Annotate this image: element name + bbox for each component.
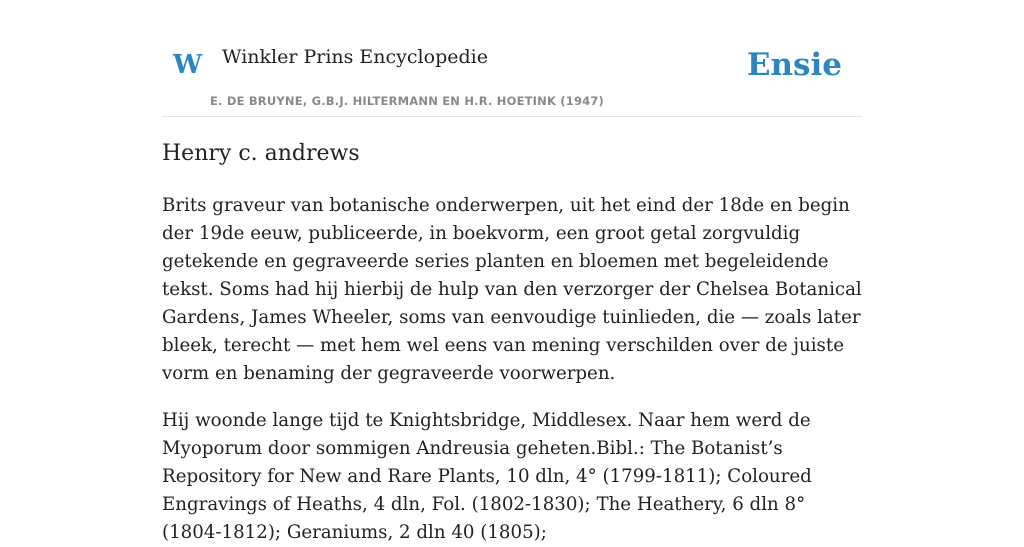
site-logo[interactable]: Ensie <box>746 47 842 83</box>
publication-title[interactable]: Winkler Prins Encyclopedie <box>222 46 488 68</box>
entry-paragraph: Brits graveur van botanische onderwerpen, uit het eind der 18de en begin der 19de eeuw, publiceerde, in boekvorm, een groot getal zorgvuldig getekende en gegraveerde series planten en bloemen met begeleidende tekst. Soms had hij hierbij de hulp van den verzorger der Chelsea Botanical Gardens, James Wheeler, soms van eenvoudige tuinlieden, die — zoals later bleek, terecht — met hem wel eens van mening verschilden over de juiste vorm en benaming der gegraveerde voorwerpen. <box>162 195 862 384</box>
entry-paragraph: Hij woonde lange tijd te Knightsbridge, Middlesex. Naar hem werd de Myoporum door sommigen Andreusia geheten.Bibl.: The Botanist’s Repository for New and Rare Plants, 10 dln, 4° (1799-1811); Coloured Engravings of Heaths, 4 dln, Fol. (1802-1830); The Heathery, 6 dln 8° (1804-1812); Geraniums, 2 dln 40 (1805); <box>162 410 812 543</box>
entry-title: Henry c. andrews <box>162 141 360 166</box>
publication-logo[interactable]: W <box>173 50 203 80</box>
header <box>162 0 862 117</box>
entry-content <box>162 136 862 547</box>
publication-authors: E. DE BRUYNE, G.B.J. HILTERMANN EN H.R. HOETINK (1947) <box>210 94 605 108</box>
